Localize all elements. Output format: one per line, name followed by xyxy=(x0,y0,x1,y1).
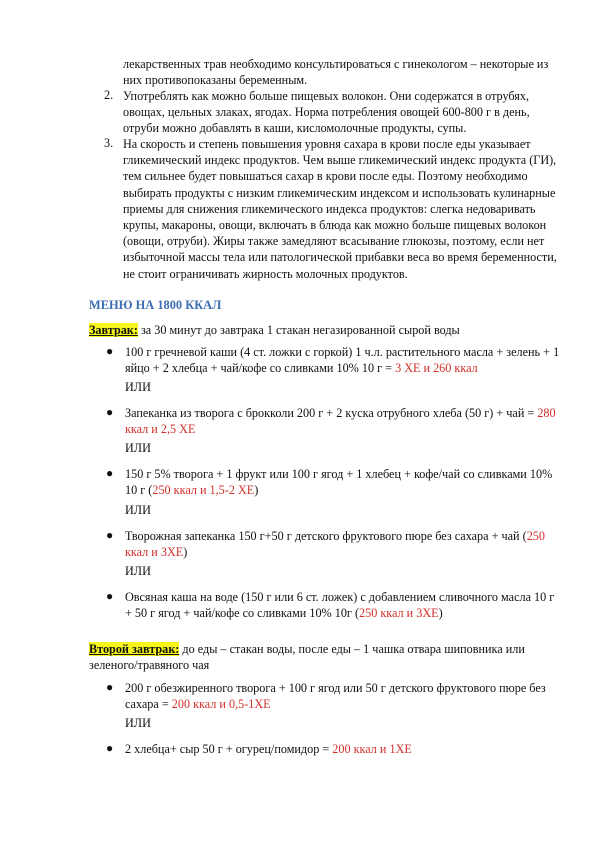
breakfast-option-1: 100 г гречневой каши (4 ст. ложки с горкой) 1 ч.л. растительного масла + зелень + 1 яйцо + 2 хлебца + чай/кофе со сливками 10% 10 г = 3 ХЕ и 260 ккал xyxy=(125,345,560,376)
bullet-icon: ● xyxy=(106,466,114,480)
breakfast-option-3: 150 г 5% творога + 1 фрукт или 100 г ягод + 1 хлебец + кофе/чай со сливками 10% 10 г (250 ккал и 1,5-2 ХЕ) xyxy=(125,467,553,498)
or-label: ИЛИ xyxy=(125,564,151,578)
list-number-2: 2. xyxy=(104,88,114,102)
second-breakfast-note: до еды – стакан воды, после еды – 1 чашка отвара шиповника или зеленого/травяного чая xyxy=(89,642,525,673)
bullet-icon: ● xyxy=(106,405,114,419)
breakfast-line xyxy=(89,322,559,338)
bullet-icon: ● xyxy=(106,589,114,603)
intro-continuation: лекарственных трав необходимо консультироваться с гинекологом – некоторые из них противопоказаны беременным. xyxy=(123,57,549,88)
menu-heading: МЕНЮ НА 1800 ККАЛ xyxy=(89,298,222,312)
breakfast-note: за 30 минут до завтрака 1 стакан негазированной сырой воды xyxy=(137,323,460,337)
bullet-icon: ● xyxy=(106,741,114,755)
bullet-icon: ● xyxy=(106,528,114,542)
breakfast-option-2: Запеканка из творога с брокколи 200 г + 2 куска отрубного хлеба (50 г) + чай = 280 ккал и 2,5 ХЕ xyxy=(125,406,556,437)
or-label: ИЛИ xyxy=(125,380,151,394)
list-item-fiber: Употреблять как можно больше пищевых волокон. Они содержатся в отрубях, овощах, цельных злаках, ягодах. Норма потребления овощей 600-800 г в день, отруби можно добавлять в каши, кисломолочные продукты, супы. xyxy=(123,89,530,136)
bullet-icon: ● xyxy=(106,344,114,358)
breakfast-option-5: Овсяная каша на воде (150 г или 6 ст. ложек) с добавлением сливочного масла 10 г + 50 г ягод + чай/кофе со сливками 10% 10г (250 ккал и 3ХЕ) xyxy=(125,590,555,621)
second-breakfast-option-1: 200 г обезжиренного творога + 100 г ягод или 50 г детского фруктового пюре без сахара = 200 ккал и 0,5-1ХЕ xyxy=(125,681,546,712)
second-breakfast-option-2: 2 хлебца+ сыр 50 г + огурец/помидор = 200 ккал и 1ХЕ xyxy=(125,742,412,756)
bullet-icon: ● xyxy=(106,680,114,694)
or-label: ИЛИ xyxy=(125,716,151,730)
list-item-glycemic-index: На скорость и степень повышения уровня сахара в крови после еды указывает гликемический индекс продуктов. Чем выше гликемический индекс продукта (ГИ), тем сильнее будет повышаться сахар в крови после еды. Поэтому необходимо выбирать продукты с низким гликемическим индексом и использовать кулинарные приемы для снижения гликемического индекса продуктов: слегка недоваривать крупы, макароны, овощи, включать в блюда как можно больше пищевых волокон (овощи, отруби). Жиры также замедляют всасывание глюкозы, поэтому, если нет избыточной массы тела или патологической прибавки веса во время беременности, не стоит ограничивать жирность молочных продуктов. xyxy=(123,137,557,281)
list-number-3: 3. xyxy=(104,136,114,150)
second-breakfast-label: Второй завтрак: xyxy=(89,642,180,656)
breakfast-label: Завтрак: xyxy=(89,323,138,337)
or-label: ИЛИ xyxy=(125,441,151,455)
second-breakfast-line xyxy=(89,641,559,673)
or-label: ИЛИ xyxy=(125,503,151,517)
breakfast-option-4: Творожная запеканка 150 г+50 г детского фруктового пюре без сахара + чай (250 ккал и 3ХЕ) xyxy=(125,529,545,560)
